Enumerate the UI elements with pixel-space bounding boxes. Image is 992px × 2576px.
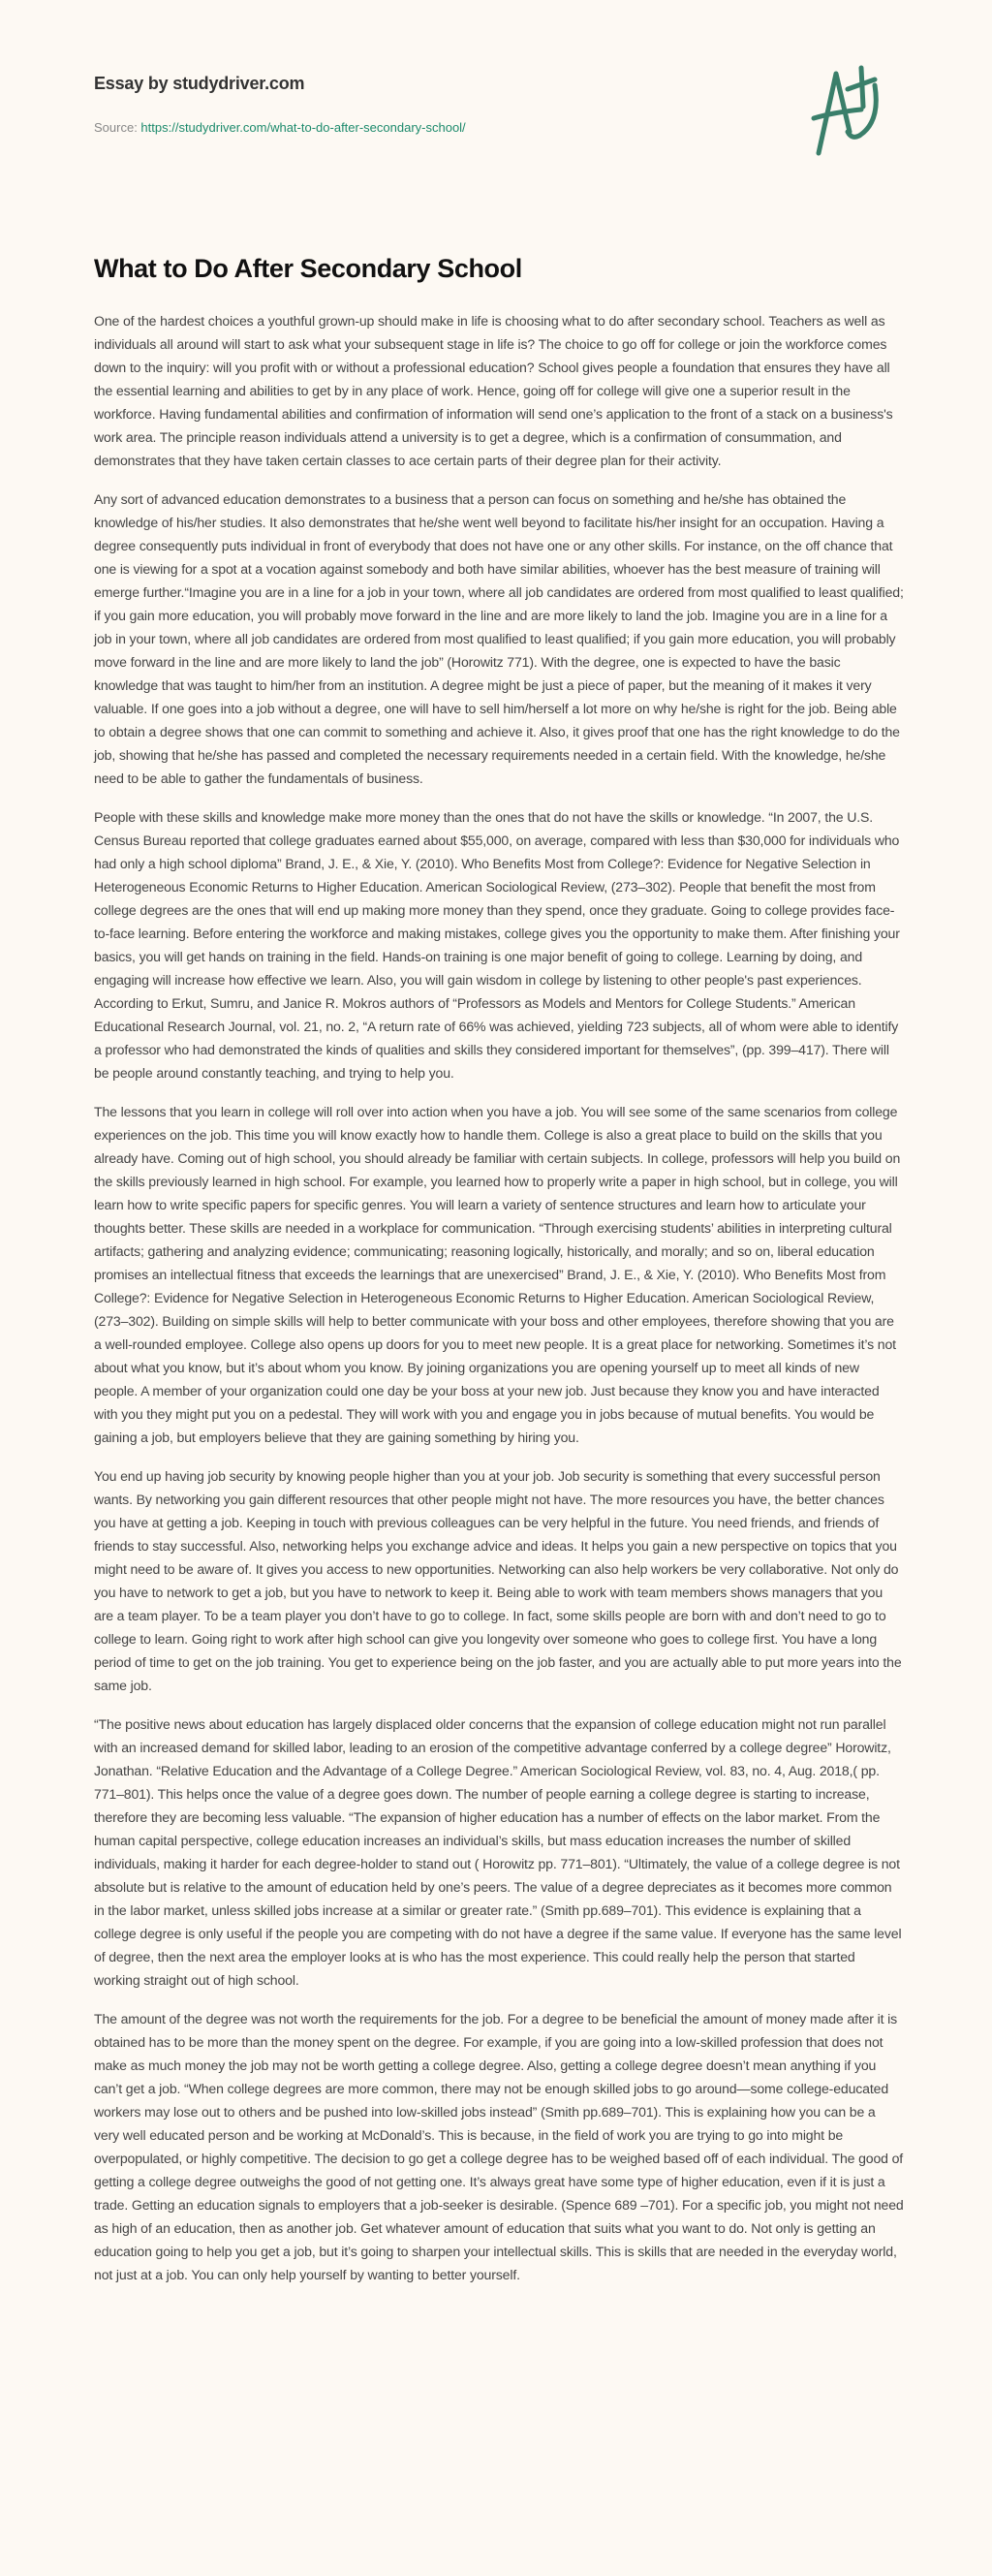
brand-title: Essay by studydriver.com (94, 74, 305, 93)
a-plus-logo-icon (799, 64, 915, 161)
paragraph: Any sort of advanced education demonstrates to a business that a person can focus on something and he/she has obtained the knowledge of his/her studies. It also demonstrates that he/she went well beyond to facilitate his/her insight for an occupation. Having a degree consequently puts individual in front of everybody that does not have one or any other skills. For instance, on the off chance that one is viewing for a spot at a vocation against somebody and both have similar abilities, whoever has the best measure of training will emerge further.“Imagine you are in a line for a job in your town, where all job candidates are ordered from most qualified to least qualified; if you gain more education, you will probably move forward in the line and are more likely to land the job. Imagine you are in a line for a job in your town, where all job candidates are ordered from most qualified to least qualified; if you gain more education, you will probably move forward in the line and are more likely to land the job” (Horowitz 771). With the degree, one is expected to have the basic knowledge that was taught to him/her from an institution. A degree might be just a piece of paper, but the meaning of it makes it very valuable. If one goes into a job without a degree, one will have to sell him/herself a lot more on why he/she is right for the job. Being able to obtain a degree shows that one can commit to something and achieve it. Also, it gives proof that one has the right knowledge to do the job, showing that he/she has passed and completed the necessary requirements needed in a certain field. With the knowledge, he/she need to be able to gather the fundamentals of business. (94, 491, 904, 786)
essay-body (94, 309, 904, 2286)
paragraph: You end up having job security by knowing people higher than you at your job. Job security is something that every successful person wants. By networking you gain different resources that other people might not have. The more resources you have, the better chances you have at getting a job. Keeping in touch with previous colleagues can be very helpful in the future. You need friends, and friends of friends to stay successful. Also, networking helps you exchange advice and ideas. It helps you gain a new perspective on topics that you might need to be aware of. It gives you access to new opportunities. Networking can also help workers be very collaborative. Not only do you have to network to get a job, but you have to network to keep it. Being able to work with team members shows managers that you are a team player. To be a team player you don’t have to go to college. In fact, some skills people are born with and don’t need to go to college to learn. Going right to work after high school can give you longevity over someone who goes to college first. You have a long period of time to get on the job training. You get to experience being on the job faster, and you are actually able to put more years into the same job. (94, 1468, 902, 1693)
source-label: Source: (94, 120, 141, 135)
paragraph: People with these skills and knowledge make more money than the ones that do not have the skills or knowledge. “In 2007, the U.S. Census Bureau reported that college graduates earned about $55,000, on average, compared with less than $30,000 for individuals who had only a high school diploma” Brand, J. E., & Xie, Y. (2010). Who Benefits Most from College?: Evidence for Negative Selection in Heterogeneous Economic Returns to Higher Education. American Sociological Review, (273–302). People that benefit the most from college degrees are the ones that will end up making more money than they spend, once they graduate. Going to college provides face-to-face learning. Before entering the workforce and making mistakes, college gives you the opportunity to make them. After finishing your basics, you will get hands on training in the field. Hands-on training is one major benefit of going to college. Learning by doing, and engaging will increase how effective we learn. Also, you will gain wisdom in college by listening to other people's past experiences. According to Erkut, Sumru, and Janice R. Mokros authors of “Professors as Models and Mentors for College Students.” American Educational Research Journal, vol. 21, no. 2, “A return rate of 66% was achieved, yielding 723 subjects, all of whom were able to identify a professor who had demonstrated the kinds of qualities and skills they considered important for themselves”, (pp. 399–417). There will be people around constantly teaching, and trying to help you. (94, 809, 900, 1081)
source-link[interactable]: https://studydriver.com/what-to-do-after-secondary-school/ (140, 120, 466, 135)
source-line (94, 120, 466, 135)
paragraph: The amount of the degree was not worth the requirements for the job. For a degree to be beneficial the amount of money made after it is obtained has to be more than the money spent on the degree. For example, if you are going into a low-skilled profession that does not make as much money the job may not be worth getting a college degree. Also, getting a college degree doesn’t mean anything if you can’t get a job. “When college degrees are more common, there may not be enough skilled jobs to go around—some college-educated workers may lose out to others and be pushed into low-skilled jobs instead” (Smith pp.689–701). This is explaining how you can be a very well educated person and be working at McDonald’s. This is because, in the field of work you are trying to go into might be overpopulated, or highly competitive. The decision to go get a college degree has to be weighed based off of each individual. The good of getting a college degree outweighs the good of not getting one. It’s always great have some type of higher education, even if it is just a trade. Getting an education signals to employers that a job-seeker is desirable. (Spence 689 –701). For a specific job, you might not need as high of an education, then as another job. Get whatever amount of education that suits what you want to do. Not only is getting an education going to help you get a job, but it’s going to sharpen your intellectual skills. This is skills that are needed in the everyday world, not just at a job. You can only help yourself by wanting to better yourself. (94, 2011, 904, 2282)
paragraph: One of the hardest choices a youthful grown-up should make in life is choosing what to do after secondary school. Teachers as well as individuals all around will start to ask what your subsequent stage in life is? The choice to go off for college or join the workforce comes down to the inquiry: will you profit with or without a professional education? School gives people a foundation that ensures they have all the essential learning and abilities to get by in any place of work. Hence, going off for college will give one a superior result in the workforce. Having fundamental abilities and confirmation of information will send one’s application to the front of a stack on a business's work area. The principle reason individuals attend a university is to get a degree, which is a confirmation of consummation, and demonstrates that they have taken certain classes to ace certain parts of their degree plan for their activity. (94, 313, 893, 468)
page-header (0, 0, 992, 174)
paragraph: The lessons that you learn in college will roll over into action when you have a job. You will see some of the same scenarios from college experiences on the job. This time you will know exactly how to handle them. College is also a great place to build on the skills that you already have. Coming out of high school, you should already be familiar with certain subjects. In college, professors will help you build on the skills previously learned in high school. For example, you learned how to properly write a paper in high school, but in college, you will learn how to write specific papers for specific genres. You will learn a variety of sentence structures and learn how to articulate your thoughts better. These skills are needed in a workplace for communication. “Through exercising students’ abilities in interpreting cultural artifacts; gathering and analyzing evidence; communicating; reasoning logically, historically, and morally; and so on, liberal education promises an intellectual fitness that exceeds the learnings that are unexercised” Brand, J. E., & Xie, Y. (2010). Who Benefits Most from College?: Evidence for Negative Selection in Heterogeneous Economic Returns to Higher Education. American Sociological Review, (273–302). Building on simple skills will help to better communicate with your boss and other employees, therefore showing that you are a well-rounded employee. College also opens up doors for you to meet new people. It is a great place for networking. Sometimes it’s not about what you know, but it’s about whom you know. By joining organizations you are opening yourself up to meet all kinds of new people. A member of your organization could one day be your boss at your new job. Just because they know you and have interacted with you they might put you on a pedestal. They will work with you and engage you in jobs because of mutual benefits. You would be gaining a job, but employers believe that they are gaining something by hiring you. (94, 1104, 901, 1445)
paragraph: “The positive news about education has largely displaced older concerns that the expansion of college education might not run parallel with an increased demand for skilled labor, leading to an erosion of the competitive advantage conferred by a college degree” Horowitz, Jonathan. “Relative Education and the Advantage of a College Degree.” American Sociological Review, vol. 83, no. 4, Aug. 2018,( pp. 771–801). This helps once the value of a degree goes down. The number of people earning a college degree is starting to increase, therefore they are becoming less valuable. “The expansion of higher education has a number of effects on the labor market. From the human capital perspective, college education increases an individual’s skills, but mass education increases the number of skilled individuals, making it harder for each degree-holder to stand out ( Horowitz pp. 771–801). “Ultimately, the value of a college degree is not absolute but is relative to the amount of education held by one’s peers. The value of a degree depreciates as it becomes more common in the labor market, unless skilled jobs increase at a similar or greater rate.” (Smith pp.689–701). This evidence is explaining that a college degree is only useful if the people you are competing with do not have a degree if the same value. If everyone has the same level of degree, then the next area the employer looks at is who has the most experience. This could really help the person that started working straight out of high school. (94, 1716, 902, 1988)
page-title: What to Do After Secondary School (94, 254, 522, 283)
